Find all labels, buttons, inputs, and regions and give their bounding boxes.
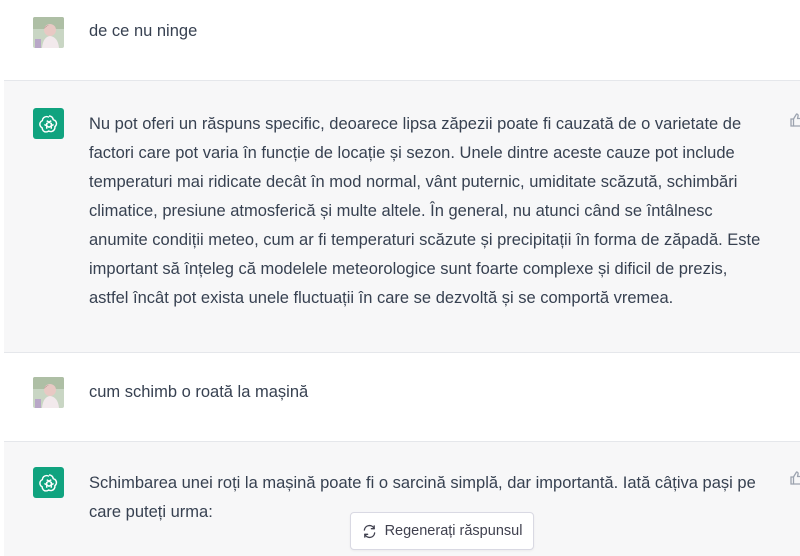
regenerate-button[interactable] xyxy=(350,512,534,550)
openai-logo-icon xyxy=(38,472,60,494)
refresh-icon xyxy=(362,524,377,539)
text-line: climatice, presiune atmosferică și multe altele. În general, nu atunci când se întâlnesc xyxy=(89,202,713,220)
user-avatar xyxy=(33,377,64,408)
assistant-avatar xyxy=(33,467,64,498)
assistant-message-text xyxy=(89,110,760,313)
assistant-avatar xyxy=(33,108,64,139)
user-avatar xyxy=(33,17,64,48)
text-line: factori care pot varia în funcție de locație și sezon. Unele dintre aceste cauze pot include xyxy=(89,144,735,162)
user-message-text: de ce nu ninge xyxy=(89,22,198,40)
text-line: important să înțeleg că modelele meteorologice sunt foarte complexe și dificil de prezis, xyxy=(89,260,728,278)
regenerate-label: Regenerați răspunsul xyxy=(384,523,523,539)
thumbs-up-icon[interactable] xyxy=(789,470,800,486)
text-line: Nu pot oferi un răspuns specific, deoarece lipsa zăpezii poate fi cauzată de o varietate de xyxy=(89,115,742,133)
user-message-text: cum schimb o roată la mașină xyxy=(89,383,309,401)
openai-logo-icon xyxy=(38,113,60,135)
text-line: Schimbarea unei roți la mașină poate fi o sarcină simplă, dar importantă. Iată câțiva pași pe xyxy=(89,474,756,492)
thumbs-up-icon[interactable] xyxy=(789,112,800,128)
text-line: temperaturi mai ridicate decât în mod normal, vânt puternic, umiditate scăzută, schimbări xyxy=(89,173,738,191)
text-line: anumite condiții meteo, cum ar fi temperaturi scăzute și precipitații în forma de zăpadă. Este xyxy=(89,231,761,249)
text-line: astfel încât pot exista unele fluctuații în care se dezvoltă și se comportă vremea. xyxy=(89,289,674,307)
text-line: care puteți urma: xyxy=(89,503,213,521)
